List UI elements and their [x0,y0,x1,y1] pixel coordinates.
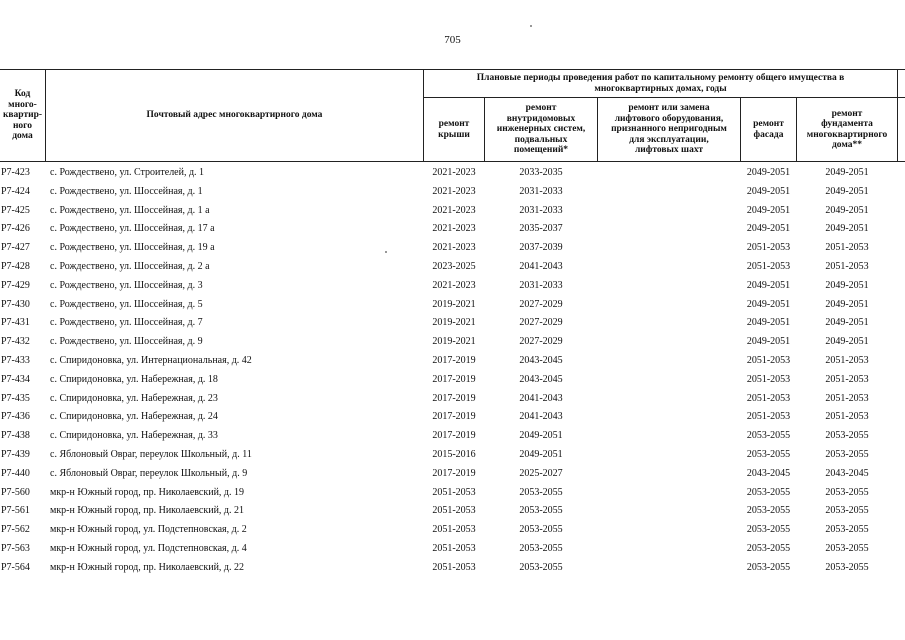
cell-engineering: 2041-2043 [519,261,563,272]
cell-foundation: 2051-2053 [825,242,869,254]
cell-roof: 2021-2023 [432,185,476,197]
cell-facade: 2053-2055 [746,486,791,498]
cell-roof: 2051-2053 [432,505,476,517]
cell-roof: 2021-2023 [432,204,476,216]
scan-speck [530,25,532,27]
table-row [0,501,905,520]
table-row [0,389,905,408]
cell-facade: 2049-2051 [746,279,791,291]
cell-code: Р7-429 [1,279,30,291]
cell-facade: 2051-2053 [746,261,791,272]
page-number: 705 [444,34,461,46]
table-row [0,407,905,426]
cell-facade: 2049-2051 [746,185,791,197]
cell-code: Р7-560 [1,486,30,498]
table-row [0,257,905,276]
cell-roof: 2017-2019 [432,392,476,404]
cell-foundation: 2053-2055 [825,524,869,536]
cell-foundation: 2053-2055 [825,430,869,442]
cell-code: Р7-423 [1,167,30,178]
cell-engineering: 2027-2029 [519,298,563,310]
cell-roof: 2017-2019 [432,355,476,366]
cell-engineering: 2053-2055 [519,524,563,536]
cell-facade: 2051-2053 [746,242,791,254]
cell-facade: 2051-2053 [746,392,791,404]
table-row [0,238,905,257]
cell-roof: 2021-2023 [432,167,476,178]
cell-foundation: 2051-2053 [825,355,869,366]
table-row [0,276,905,295]
table-row [0,370,905,389]
cell-address: с. Рождествено, ул. Шоссейная, д. 17 а [50,223,215,235]
table-row [0,163,905,182]
cell-facade: 2053-2055 [746,430,791,442]
cell-address: с. Рождествено, ул. Шоссейная, д. 1 [50,185,203,197]
header-foundation: ремонт фундамента многоквартирного дома** [806,108,888,150]
cell-address: с. Рождествено, ул. Шоссейная, д. 9 [50,336,203,348]
cell-code: Р7-431 [1,317,30,329]
cell-foundation: 2053-2055 [825,543,869,554]
cell-code: Р7-434 [1,373,30,385]
cell-address: с. Спиридоновка, ул. Набережная, д. 23 [50,392,218,404]
header-roof: ремонт крыши [438,119,470,140]
cell-roof: 2023-2025 [432,261,476,272]
header-periods: Плановые периоды проведения работ по капитальному ремонту общего имущества в многоквартирных домах, годы [476,73,845,94]
table-row [0,332,905,351]
cell-facade: 2049-2051 [746,223,791,235]
cell-foundation: 2049-2051 [825,185,869,197]
cell-facade: 2053-2055 [746,505,791,517]
cell-roof: 2017-2019 [432,411,476,423]
cell-engineering: 2035-2037 [519,223,563,235]
cell-address: с. Спиридоновка, ул. Набережная, д. 18 [50,373,218,385]
cell-roof: 2019-2021 [432,298,476,310]
cell-engineering: 2033-2035 [519,167,563,178]
cell-address: мкр-н Южный город, пр. Николаевский, д. 21 [50,505,245,517]
cell-address: с. Спиридоновка, ул. Набережная, д. 33 [50,430,218,442]
cell-roof: 2015-2016 [432,449,476,460]
cell-address: мкр-н Южный город, ул. Подстепновская, д. 2 [50,524,247,536]
cell-foundation: 2049-2051 [825,298,869,310]
cell-code: Р7-430 [1,298,30,310]
cell-foundation: 2053-2055 [825,486,869,498]
cell-foundation: 2053-2055 [825,449,869,460]
table-row [0,520,905,539]
cell-foundation: 2051-2053 [825,392,869,404]
cell-address: с. Спиридоновка, ул. Интернациональная, д. 42 [50,355,252,366]
cell-code: Р7-438 [1,430,30,442]
cell-foundation: 2051-2053 [825,261,869,272]
cell-code: Р7-433 [1,355,30,366]
cell-roof: 2051-2053 [432,486,476,498]
cell-address: с. Рождествено, ул. Строителей, д. 1 [50,167,205,178]
cell-foundation: 2053-2055 [825,505,869,517]
cell-engineering: 2053-2055 [519,543,563,554]
cell-engineering: 2043-2045 [519,373,563,385]
cell-engineering: 2027-2029 [519,336,563,348]
cell-foundation: 2051-2053 [825,373,869,385]
cell-foundation: 2049-2051 [825,167,869,178]
cell-engineering: 2053-2055 [519,505,563,517]
cell-engineering: 2027-2029 [519,317,563,329]
cell-facade: 2051-2053 [746,411,791,423]
cell-address: с. Рождествено, ул. Шоссейная, д. 19 а [50,242,215,254]
cell-engineering: 2025-2027 [519,467,563,479]
cell-roof: 2021-2023 [432,223,476,235]
table-row [0,483,905,502]
cell-engineering: 2031-2033 [519,279,563,291]
cell-code: Р7-426 [1,223,30,235]
cell-engineering: 2037-2039 [519,242,563,254]
cell-foundation: 2049-2051 [825,336,869,348]
header-engineering: ремонт внутридомовых инженерных систем, подвальных помещений* [496,103,586,156]
cell-facade: 2053-2055 [746,561,791,573]
header-facade: ремонт фасада [753,119,784,140]
table-row [0,313,905,332]
scan-speck [385,251,387,253]
cell-foundation: 2053-2055 [825,561,869,573]
cell-engineering: 2041-2043 [519,392,563,404]
table-row [0,426,905,445]
cell-address: мкр-н Южный город, пр. Николаевский, д. 22 [50,561,245,573]
cell-facade: 2053-2055 [746,543,791,554]
cell-facade: 2049-2051 [746,317,791,329]
cell-foundation: 2051-2053 [825,411,869,423]
cell-facade: 2051-2053 [746,355,791,366]
cell-engineering: 2041-2043 [519,411,563,423]
cell-address: с. Спиридоновка, ул. Набережная, д. 24 [50,411,218,423]
cell-facade: 2043-2045 [746,467,791,479]
table-row [0,464,905,483]
cell-address: с. Рождествено, ул. Шоссейная, д. 1 а [50,204,210,216]
cell-address: мкр-н Южный город, ул. Подстепновская, д. 4 [50,543,247,554]
cell-code: Р7-424 [1,185,30,197]
cell-facade: 2053-2055 [746,449,791,460]
table-row [0,445,905,464]
cell-roof: 2051-2053 [432,561,476,573]
cell-address: с. Рождествено, ул. Шоссейная, д. 3 [50,279,203,291]
table-row [0,558,905,577]
cell-foundation: 2049-2051 [825,317,869,329]
table-row [0,351,905,370]
table-row [0,182,905,201]
cell-foundation: 2049-2051 [825,223,869,235]
cell-code: Р7-428 [1,261,30,272]
cell-code: Р7-435 [1,392,30,404]
cell-code: Р7-436 [1,411,30,423]
cell-foundation: 2043-2045 [825,467,869,479]
cell-roof: 2021-2023 [432,242,476,254]
cell-address: с. Яблоновый Овраг, переулок Школьный, д. 11 [50,449,252,460]
cell-address: с. Рождествено, ул. Шоссейная, д. 5 [50,298,203,310]
table-row [0,539,905,558]
cell-engineering: 2031-2033 [519,204,563,216]
cell-roof: 2051-2053 [432,543,476,554]
cell-engineering: 2049-2051 [519,449,563,460]
cell-address: мкр-н Южный город, пр. Николаевский, д. 19 [50,486,245,498]
cell-engineering: 2043-2045 [519,355,563,366]
cell-address: с. Рождествено, ул. Шоссейная, д. 2 а [50,261,210,272]
cell-facade: 2049-2051 [746,298,791,310]
cell-code: Р7-427 [1,242,30,254]
cell-engineering: 2031-2033 [519,185,563,197]
cell-facade: 2049-2051 [746,336,791,348]
cell-roof: 2021-2023 [432,279,476,291]
cell-foundation: 2049-2051 [825,279,869,291]
header-lift: ремонт или замена лифтового оборудования, признанного непригодным для эксплуатации, лифтовых шахт [611,103,727,156]
cell-engineering: 2053-2055 [519,486,563,498]
table-row [0,201,905,220]
cell-engineering: 2049-2051 [519,430,563,442]
cell-roof: 2019-2021 [432,336,476,348]
cell-roof: 2051-2053 [432,524,476,536]
cell-address: с. Рождествено, ул. Шоссейная, д. 7 [50,317,203,329]
cell-code: Р7-562 [1,524,30,536]
table-row [0,219,905,238]
cell-facade: 2049-2051 [746,204,791,216]
header-address: Почтовый адрес многоквартирного дома [146,110,323,121]
cell-roof: 2017-2019 [432,467,476,479]
cell-engineering: 2053-2055 [519,561,563,573]
cell-foundation: 2049-2051 [825,204,869,216]
cell-facade: 2051-2053 [746,373,791,385]
cell-roof: 2017-2019 [432,430,476,442]
header-code: Код много- квартир- ного дома [2,89,43,142]
cell-facade: 2049-2051 [746,167,791,178]
cell-facade: 2053-2055 [746,524,791,536]
cell-code: Р7-425 [1,204,30,216]
cell-code: Р7-563 [1,543,30,554]
cell-code: Р7-440 [1,467,30,479]
cell-roof: 2019-2021 [432,317,476,329]
cell-code: Р7-561 [1,505,30,517]
cell-code: Р7-439 [1,449,30,460]
table-row [0,295,905,314]
cell-address: с. Яблоновый Овраг, переулок Школьный, д. 9 [50,467,248,479]
cell-roof: 2017-2019 [432,373,476,385]
cell-code: Р7-432 [1,336,30,348]
cell-code: Р7-564 [1,561,30,573]
